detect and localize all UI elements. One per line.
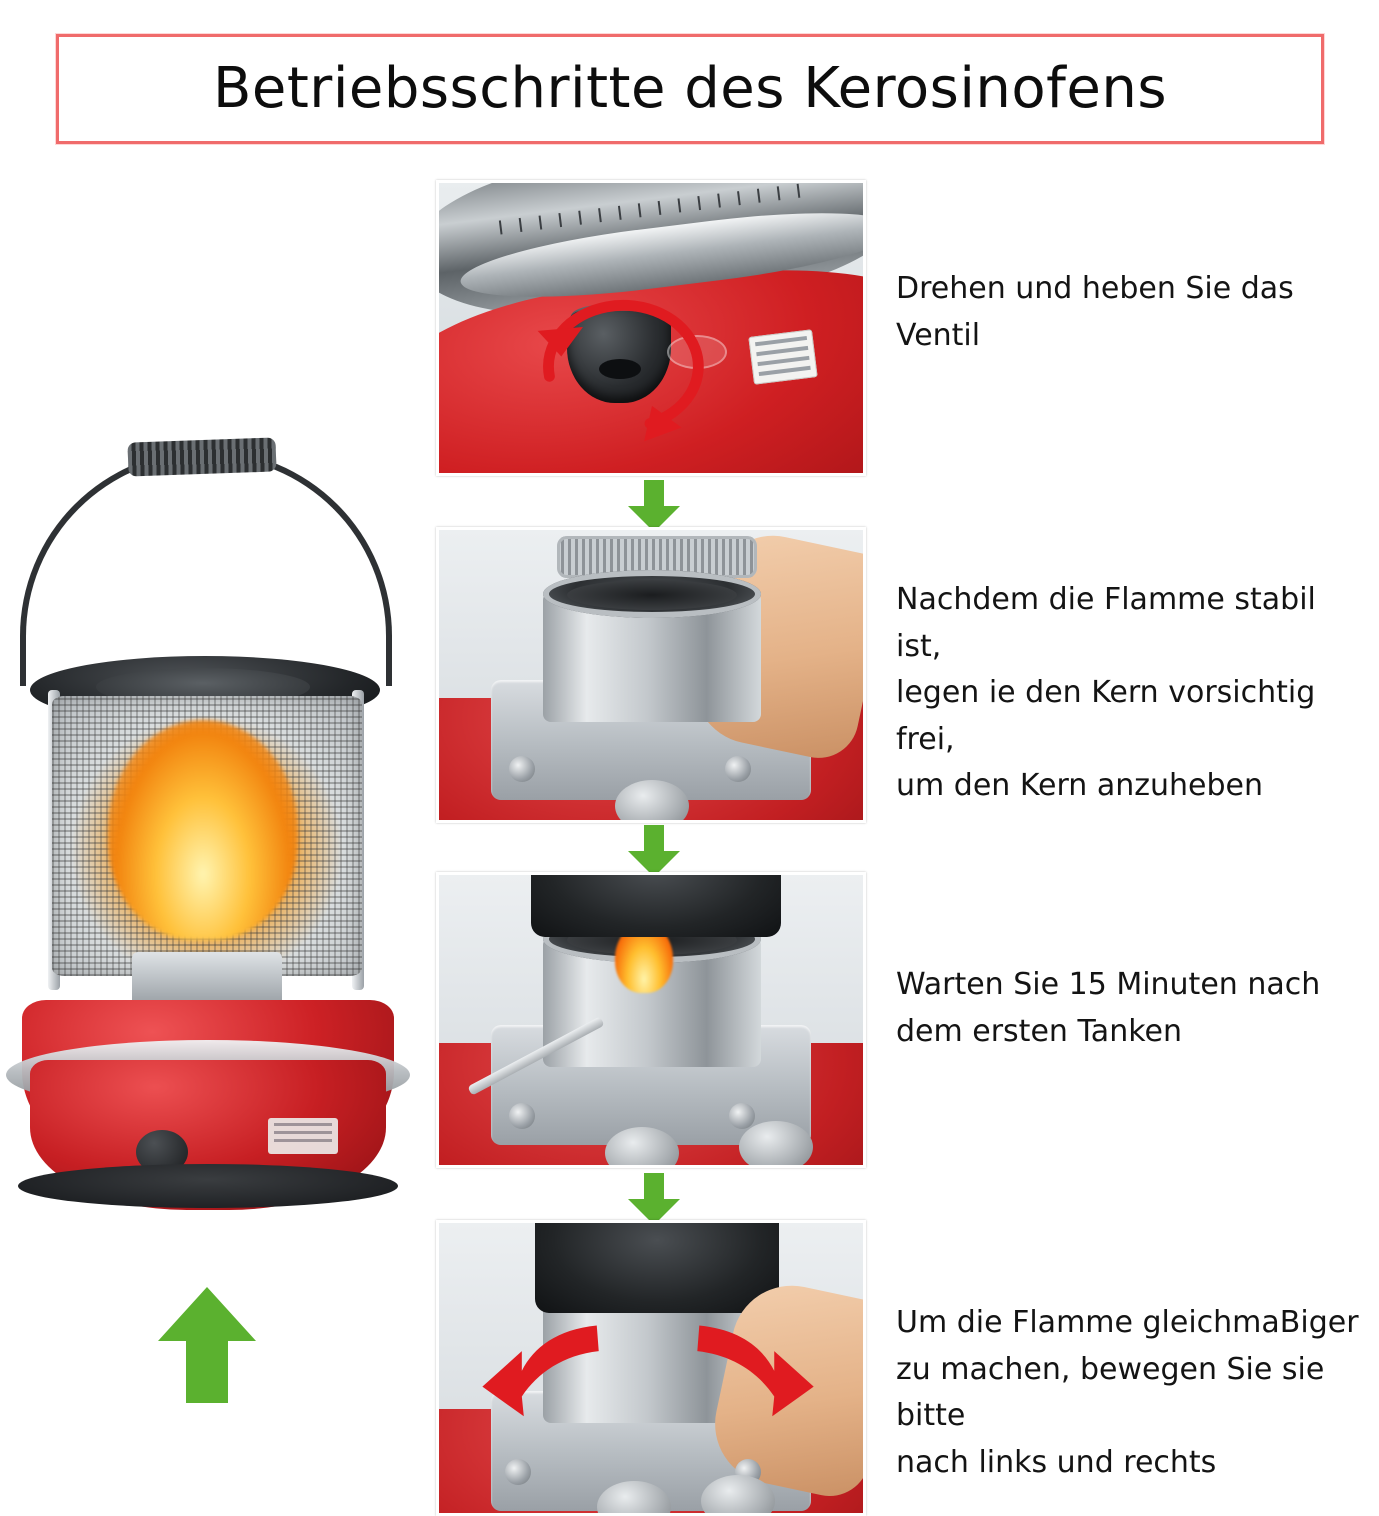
product-illustration <box>0 440 430 1440</box>
step-3-image <box>436 872 866 1168</box>
step-row <box>436 1220 1379 1516</box>
caption-line: Nachdem die Flamme stabil ist, <box>896 582 1316 664</box>
caption-line: legen ie den Kern vorsichtig frei, <box>896 675 1316 757</box>
arrow-down-icon <box>626 825 682 877</box>
rotate-arrow-icon <box>439 183 863 475</box>
step-4-image <box>436 1220 866 1516</box>
steps-flow <box>436 180 1379 1500</box>
arrow-down-icon <box>626 1173 682 1225</box>
spec-label <box>268 1118 338 1154</box>
step-1-caption: Drehen und heben Sie das Ventil <box>896 271 1294 353</box>
step-2-caption <box>896 527 1366 810</box>
caption-line: Um die Flamme gleichmaBiger <box>896 1305 1359 1340</box>
handle-bail <box>20 450 392 686</box>
caption-line: zu machen, bewegen Sie sie bitte <box>896 1351 1325 1433</box>
caption-line: Warten Sie 15 Minuten nach <box>896 967 1321 1002</box>
step-row <box>436 872 1379 1168</box>
step-row <box>436 527 1379 823</box>
handle-grip <box>127 437 276 476</box>
step-3-caption <box>896 872 1320 1055</box>
arrow-up-icon <box>152 1285 262 1405</box>
step-1-image <box>436 180 866 476</box>
left-right-arrows-icon <box>439 1223 863 1515</box>
flame-icon <box>108 720 298 940</box>
step-row <box>436 180 1379 476</box>
caption-line: um den Kern anzuheben <box>896 768 1263 803</box>
caption-line: nach links und rechts <box>896 1444 1217 1480</box>
page-title-box <box>56 34 1324 144</box>
page-title: Betriebsschritte des Kerosinofens <box>212 56 1168 121</box>
step-2-image <box>436 527 866 823</box>
base-foot <box>18 1164 398 1208</box>
arrow-down-icon <box>626 480 682 532</box>
step-4-caption <box>896 1220 1366 1486</box>
caption-line: dem ersten Tanken <box>896 1013 1182 1049</box>
